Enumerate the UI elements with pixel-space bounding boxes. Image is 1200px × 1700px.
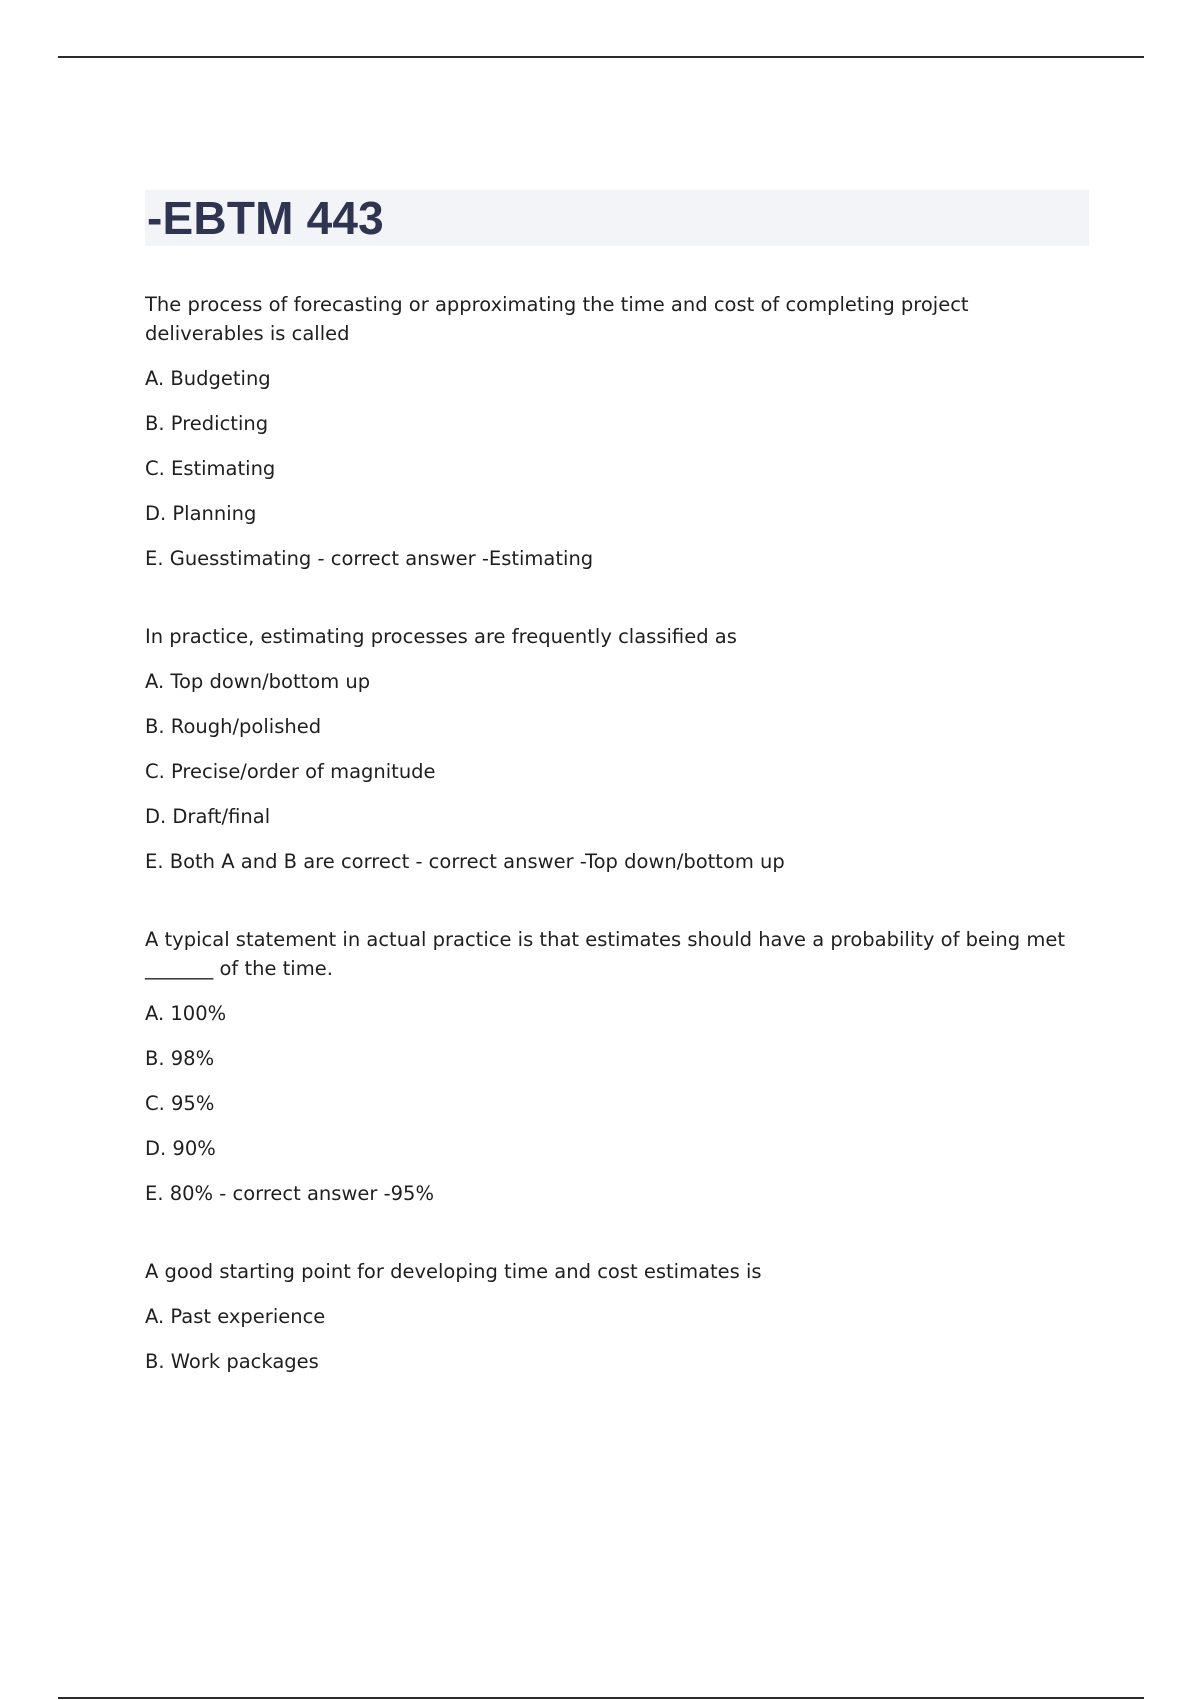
question-text: In practice, estimating processes are frequently classified as xyxy=(145,625,737,648)
answer-option: C. Precise/order of magnitude xyxy=(145,760,436,783)
answer-option: B. Work packages xyxy=(145,1350,319,1373)
answer-option: B. 98% xyxy=(145,1047,215,1070)
answer-option: D. Draft/final xyxy=(145,805,271,828)
question-text: The process of forecasting or approximating the time and cost of completing project deliverables is called xyxy=(145,293,969,345)
question-block xyxy=(145,290,1089,573)
answer-option: D. Planning xyxy=(145,502,257,525)
question-list xyxy=(145,290,1089,1425)
question-block xyxy=(145,1257,1089,1376)
answer-option: C. 95% xyxy=(145,1092,215,1115)
answer-option: A. Past experience xyxy=(145,1305,326,1328)
answer-option: C. Estimating xyxy=(145,457,276,480)
answer-option: B. Predicting xyxy=(145,412,269,435)
top-rule xyxy=(58,56,1144,58)
answer-option: E. Both A and B are correct - correct answer -Top down/bottom up xyxy=(145,850,785,873)
bottom-rule xyxy=(58,1697,1144,1699)
question-block xyxy=(145,622,1089,876)
answer-option: A. Top down/bottom up xyxy=(145,670,371,693)
document-title: -EBTM 443 xyxy=(147,192,384,244)
answer-option: E. 80% - correct answer -95% xyxy=(145,1182,434,1205)
title-banner xyxy=(145,190,1089,246)
question-block xyxy=(145,925,1089,1208)
answer-option: A. 100% xyxy=(145,1002,227,1025)
answer-option: E. Guesstimating - correct answer -Estimating xyxy=(145,547,594,570)
answer-option: D. 90% xyxy=(145,1137,216,1160)
answer-option: B. Rough/polished xyxy=(145,715,322,738)
question-text: A typical statement in actual practice is that estimates should have a probability of being met _______ of the time. xyxy=(145,928,1065,980)
question-text: A good starting point for developing time and cost estimates is xyxy=(145,1260,762,1283)
answer-option: A. Budgeting xyxy=(145,367,271,390)
